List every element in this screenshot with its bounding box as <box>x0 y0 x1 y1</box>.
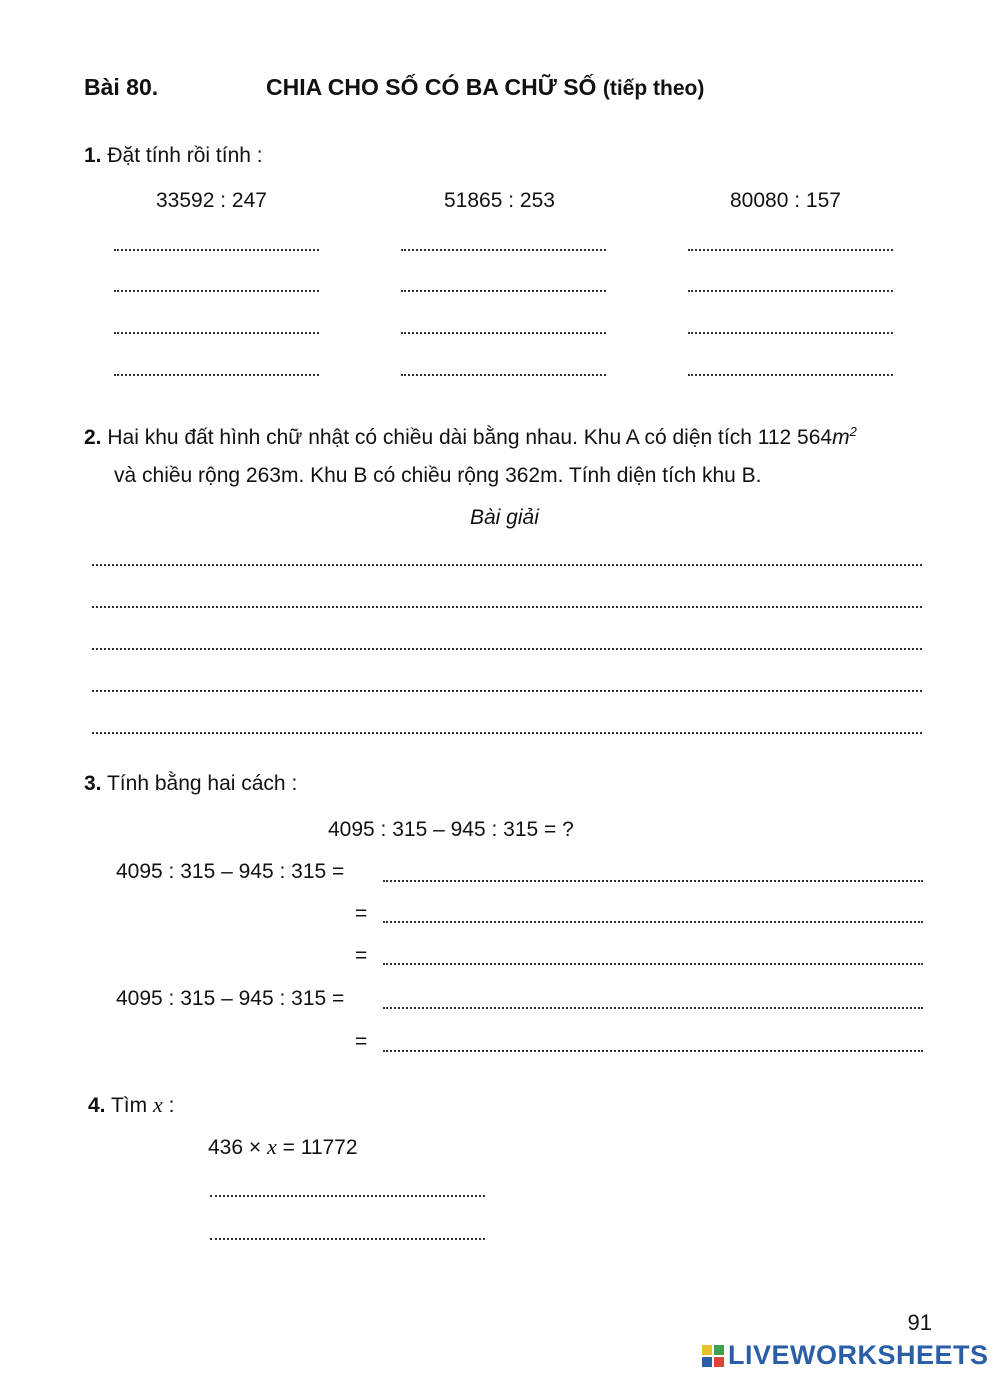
equation-right: = 11772 <box>282 1136 358 1159</box>
area-unit-exponent: 2 <box>849 424 857 439</box>
area-unit: m <box>832 426 850 449</box>
exercise-4-prompt-prefix: Tìm <box>110 1094 148 1117</box>
answer-line-1a-1[interactable] <box>114 249 319 251</box>
solution-label: Bài giải <box>470 506 539 529</box>
answer-line-1a-2[interactable] <box>114 290 319 292</box>
division-problem-3: 80080 : 157 <box>730 189 841 212</box>
method-1-line-1[interactable] <box>383 880 923 882</box>
solution-line-5[interactable] <box>92 732 922 734</box>
answer-line-1b-2[interactable] <box>401 290 606 292</box>
answer-line-1b-1[interactable] <box>401 249 606 251</box>
exercise-4-variable: x <box>152 1092 163 1117</box>
exercise-1-heading <box>84 144 263 168</box>
solution-line-2[interactable] <box>92 606 922 608</box>
exercise-2-text-2: và chiều rộng 263m. Khu B có chiều rộng 362m. Tính diện tích khu B. <box>114 464 762 487</box>
answer-line-1c-2[interactable] <box>688 290 893 292</box>
equation-variable: x <box>266 1134 277 1159</box>
exercise-3-expression: 4095 : 315 – 945 : 315 = ? <box>328 818 574 841</box>
exercise-2-text-1: Hai khu đất hình chữ nhật có chiều dài bằng nhau. Khu A có diện tích 112 564 <box>107 426 833 449</box>
method-1-equals-3: = <box>355 944 368 967</box>
method-2-left: 4095 : 315 – 945 : 315 = <box>116 987 345 1010</box>
solution-line-4[interactable] <box>92 690 922 692</box>
exercise-4-prompt-suffix: : <box>168 1094 175 1117</box>
answer-line-1a-4[interactable] <box>114 374 319 376</box>
answer-line-1b-3[interactable] <box>401 332 606 334</box>
method-1-line-2[interactable] <box>383 921 923 923</box>
page-title <box>266 74 704 101</box>
answer-line-1c-3[interactable] <box>688 332 893 334</box>
title-subtitle: (tiếp theo) <box>602 77 705 100</box>
lesson-number: Bài 80. <box>84 74 159 100</box>
answer-line-1a-3[interactable] <box>114 332 319 334</box>
logo-icon <box>702 1345 724 1367</box>
exercise-1-prompt: Đặt tính rồi tính : <box>107 144 263 167</box>
exercise-4-number: 4. <box>88 1094 106 1117</box>
method-2-line-1[interactable] <box>383 1007 923 1009</box>
find-x-line-1[interactable] <box>210 1195 485 1197</box>
method-2-line-2[interactable] <box>383 1050 923 1052</box>
exercise-2-line-1 <box>84 424 857 450</box>
exercise-1-number: 1. <box>84 144 102 167</box>
division-problem-1: 33592 : 247 <box>156 189 267 212</box>
answer-line-1b-4[interactable] <box>401 374 606 376</box>
exercise-3-number: 3. <box>84 772 102 795</box>
division-problem-2: 51865 : 253 <box>444 189 555 212</box>
method-1-left: 4095 : 315 – 945 : 315 = <box>116 860 345 883</box>
exercise-3-heading <box>84 772 297 796</box>
solution-line-1[interactable] <box>92 564 922 566</box>
method-1-equals-2: = <box>355 902 368 925</box>
title-text: CHIA CHO SỐ CÓ BA CHỮ SỐ <box>266 74 597 100</box>
exercise-4-equation <box>208 1134 358 1160</box>
method-2-equals-2: = <box>355 1030 368 1053</box>
answer-line-1c-1[interactable] <box>688 249 893 251</box>
answer-line-1c-4[interactable] <box>688 374 893 376</box>
liveworksheets-logo <box>702 1340 989 1371</box>
solution-line-3[interactable] <box>92 648 922 650</box>
method-1-line-3[interactable] <box>383 963 923 965</box>
exercise-4-heading <box>88 1092 174 1118</box>
exercise-2-number: 2. <box>84 426 102 449</box>
page-number: 91 <box>907 1310 932 1335</box>
equation-left: 436 × <box>208 1136 262 1159</box>
exercise-3-prompt: Tính bằng hai cách : <box>106 772 298 795</box>
logo-text: LIVEWORKSHEETS <box>728 1340 989 1370</box>
find-x-line-2[interactable] <box>210 1238 485 1240</box>
